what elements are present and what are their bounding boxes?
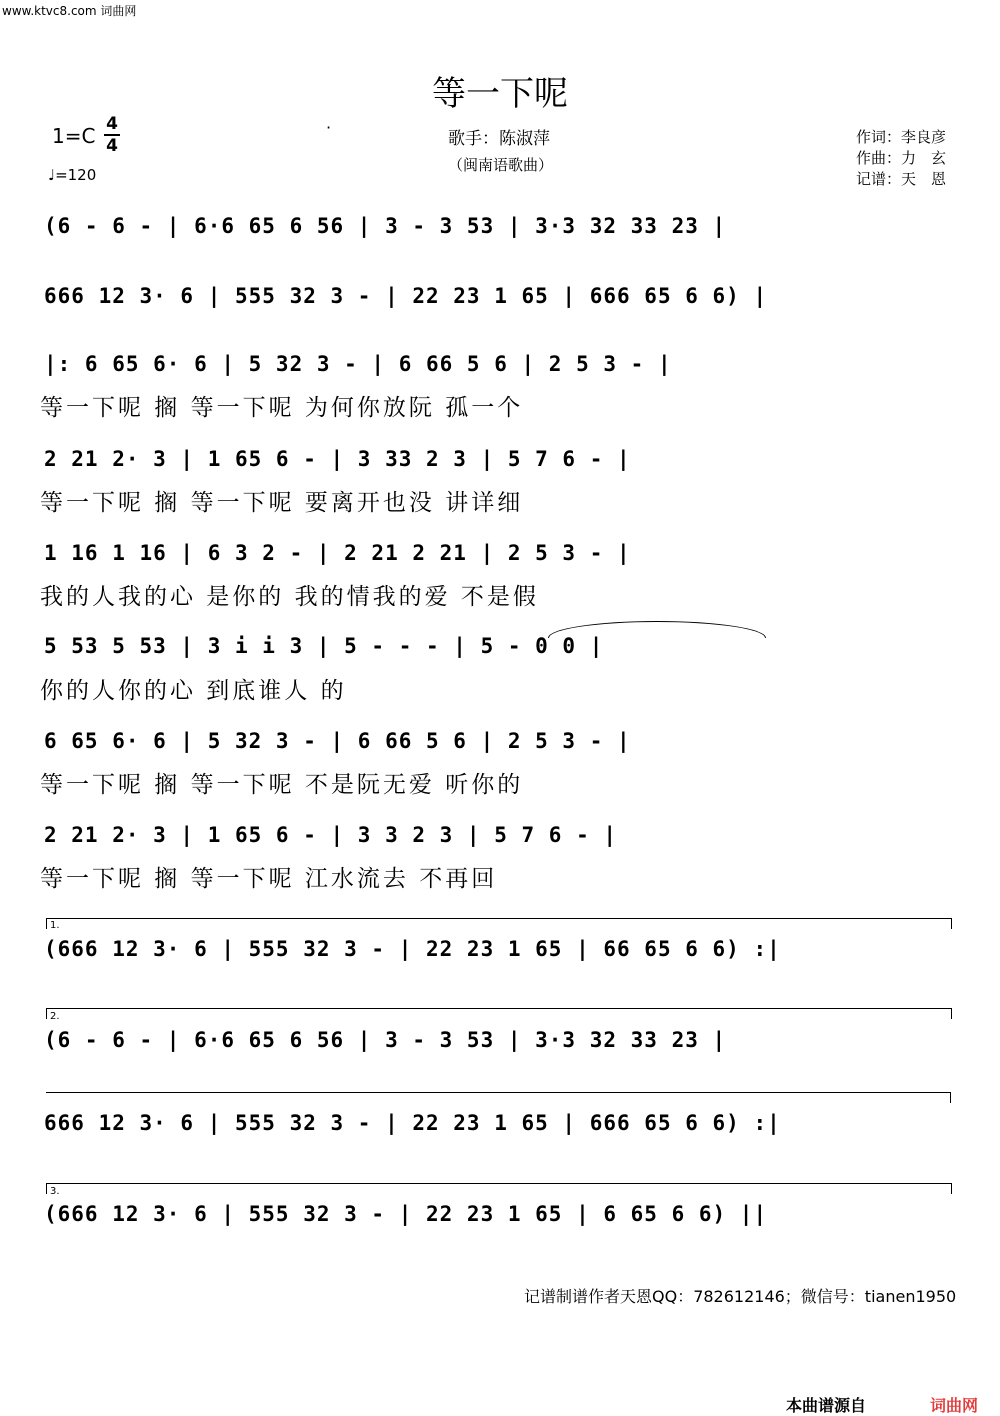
score-line-3: |: 6 65 6· 6 | 5 32 3 - | 6 66 5 6 | 2 5 3 - | <box>44 352 672 376</box>
stray-dot: · <box>326 118 332 137</box>
time-bottom: 4 <box>104 134 120 156</box>
lyric-line-7: 等一下呢 搁 等一下呢 不是阮无爱 听你的 <box>40 772 524 798</box>
lyric-line-8: 等一下呢 搁 等一下呢 江水流去 不再回 <box>40 866 498 892</box>
source-label: 本曲谱源自 <box>786 1396 867 1415</box>
lyric-line-3: 等一下呢 搁 等一下呢 为何你放阮 孤一个 <box>40 395 524 421</box>
genre: （闽南语歌曲） <box>448 156 554 174</box>
singer: 歌手：陈淑萍 <box>448 129 550 149</box>
key-signature: 1=C <box>52 124 96 148</box>
transcriber: 记谱：天 恩 <box>856 170 947 188</box>
lyric-line-5: 我的人我的心 是你的 我的情我的爱 不是假 <box>40 584 539 610</box>
score-line-1: (6 - 6 - | 6·6 65 6 56 | 3 - 3 53 | 3·3 32 33 23 | <box>44 214 727 238</box>
footer-credit: 记谱制谱作者天恩QQ：782612146；微信号：tianen1950 <box>524 1287 957 1306</box>
volta-bracket-1 <box>46 918 952 929</box>
score-line-8: 2 21 2· 3 | 1 65 6 - | 3 3 2 3 | 5 7 6 - | <box>44 823 618 847</box>
score-line-11: 666 12 3· 6 | 555 32 3 - | 22 23 1 65 | 666 65 6 6) :| <box>44 1111 781 1135</box>
lyricist: 作词：李良彦 <box>856 128 947 146</box>
volta-bracket-2 <box>46 1008 952 1019</box>
score-line-2: 666 12 3· 6 | 555 32 3 - | 22 23 1 65 | 666 65 6 6) | <box>44 284 768 308</box>
time-top: 4 <box>106 114 118 134</box>
lyric-line-4: 等一下呢 搁 等一下呢 要离开也没 讲详细 <box>40 490 524 516</box>
time-signature <box>104 114 120 156</box>
score-line-7: 6 65 6· 6 | 5 32 3 - | 6 66 5 6 | 2 5 3 - | <box>44 729 631 753</box>
volta-label-1: 1. <box>50 920 60 931</box>
score-line-10: (6 - 6 - | 6·6 65 6 56 | 3 - 3 53 | 3·3 32 33 23 | <box>44 1028 727 1052</box>
score-line-6: 5 53 5 53 | 3 i i 3 | 5 - - - | 5 - 0 0 | <box>44 634 604 658</box>
tempo-marking: ♩=120 <box>48 166 97 184</box>
score-line-4: 2 21 2· 3 | 1 65 6 - | 3 33 2 3 | 5 7 6 - | <box>44 447 631 471</box>
volta-bracket-2-cont <box>46 1092 951 1103</box>
score-line-5: 1 16 1 16 | 6 3 2 - | 2 21 2 21 | 2 5 3 - | <box>44 541 631 565</box>
lyric-line-6: 你的人你的心 到底谁人 的 <box>40 678 347 704</box>
volta-label-2: 2. <box>50 1011 60 1022</box>
volta-label-3: 3. <box>50 1186 60 1197</box>
song-title: 等一下呢 <box>432 74 568 114</box>
watermark-url: www.ktvc8.com 词曲网 <box>2 4 137 18</box>
brand-logo[interactable]: 词曲网 <box>930 1396 979 1415</box>
composer: 作曲：力 玄 <box>856 149 947 167</box>
score-line-12: (666 12 3· 6 | 555 32 3 - | 22 23 1 65 | 6 65 6 6) || <box>44 1202 768 1226</box>
score-line-9: (666 12 3· 6 | 555 32 3 - | 22 23 1 65 | 66 65 6 6) :| <box>44 937 781 961</box>
volta-bracket-3 <box>46 1183 952 1194</box>
credits <box>856 127 946 190</box>
